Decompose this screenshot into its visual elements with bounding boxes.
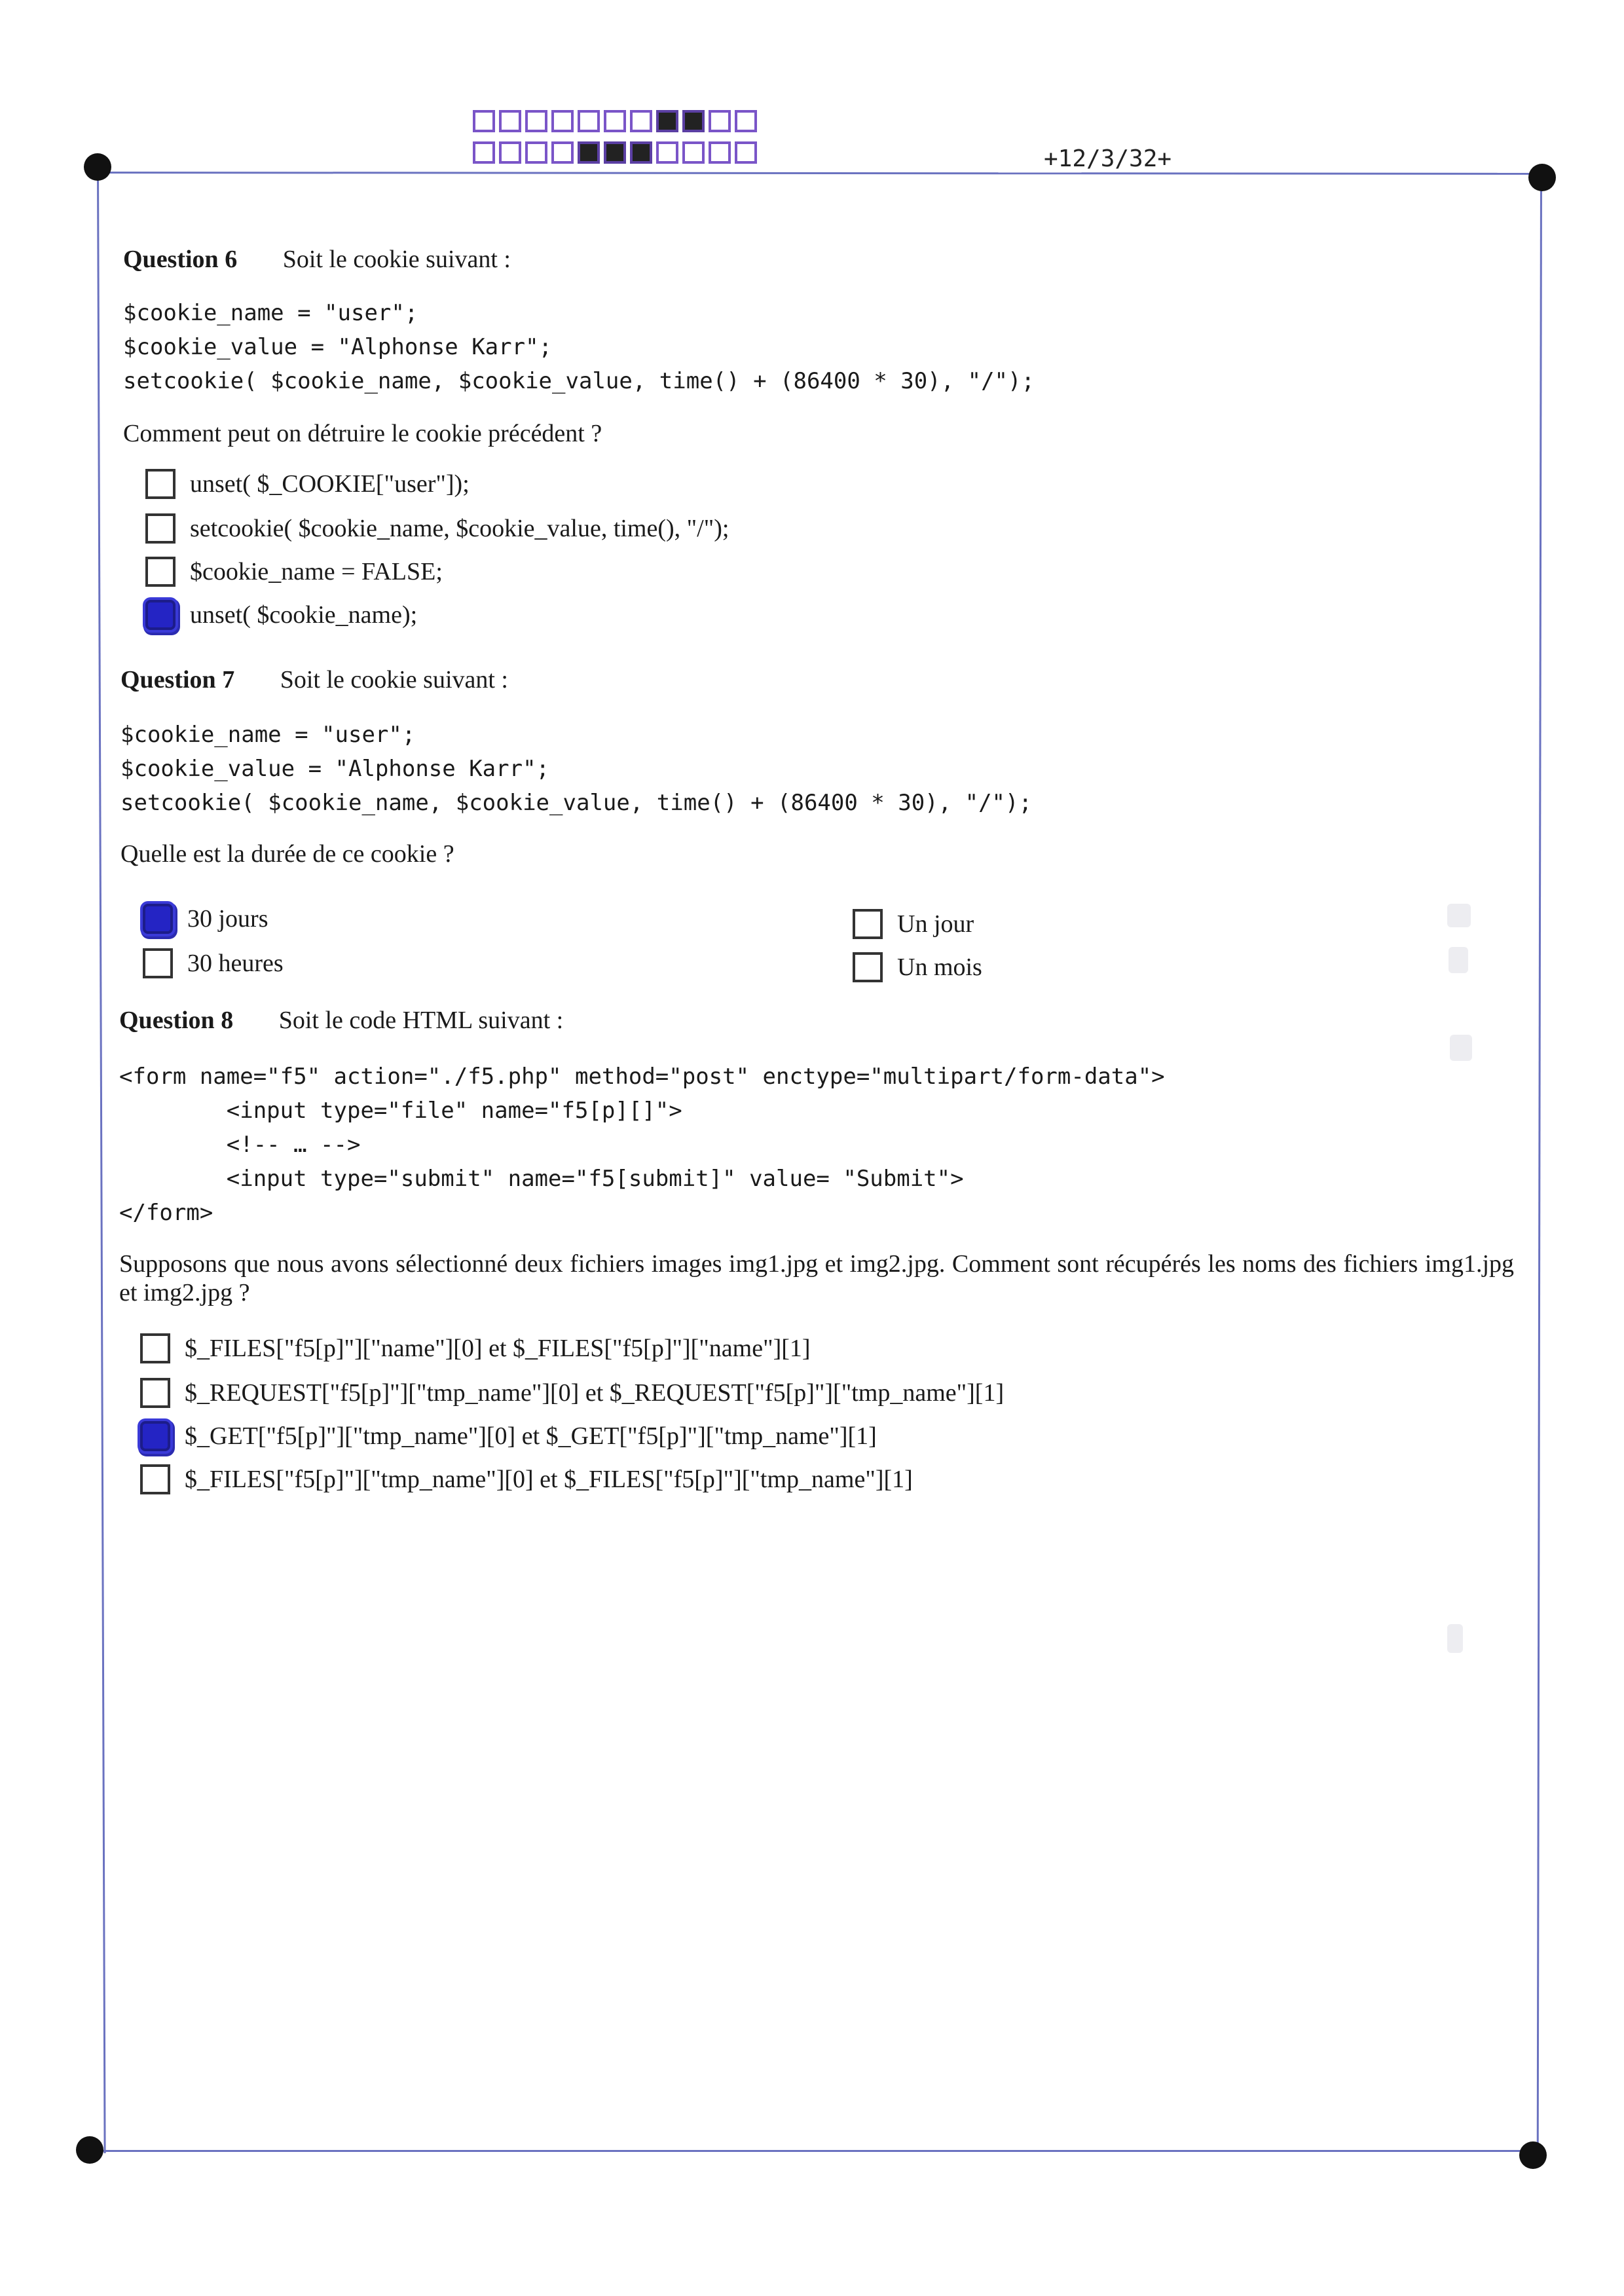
question-intro: Soit le cookie suivant :: [282, 246, 511, 273]
id-cell-filled: [578, 141, 600, 164]
question-6-heading: [123, 245, 511, 274]
question-8-option-4[interactable]: [140, 1464, 913, 1494]
question-8-prompt: Supposons que nous avons sélectionné deux fichiers images img1.jpg et img2.jpg. Comment sont récupérés les noms des fichiers img1.jpg et img2.jpg ?: [119, 1250, 1514, 1306]
id-cell-filled: [682, 110, 705, 132]
answer-checkbox[interactable]: [140, 1464, 170, 1494]
id-cell: [473, 110, 495, 132]
question-7-option-3[interactable]: [853, 909, 974, 939]
question-7-prompt: Quelle est la durée de ce cookie ?: [120, 840, 454, 868]
question-7-option-2[interactable]: [143, 948, 284, 978]
id-cell: [682, 141, 705, 164]
question-8-option-2[interactable]: [140, 1378, 1004, 1408]
answer-checkbox[interactable]: [145, 513, 175, 544]
option-label: Un jour: [897, 910, 974, 938]
option-label: unset( $cookie_name);: [190, 601, 418, 629]
answer-checkbox[interactable]: [143, 948, 173, 978]
id-cell: [551, 110, 574, 132]
answer-checkbox[interactable]: [140, 1333, 170, 1363]
id-cell: [551, 141, 574, 164]
question-6-option-4[interactable]: [145, 600, 417, 630]
option-label: $cookie_name = FALSE;: [190, 558, 443, 585]
answer-checkbox-checked[interactable]: [145, 600, 175, 630]
frame-left: [97, 169, 106, 2153]
question-number: Question 7: [120, 666, 235, 694]
question-intro: Soit le cookie suivant :: [280, 666, 508, 694]
scan-smudge: [1449, 947, 1468, 973]
id-cell: [525, 110, 547, 132]
id-cell-filled: [604, 141, 626, 164]
question-8-code: <form name="f5" action="./f5.php" method="post" enctype="multipart/form-data"> <input type="file" name="f5[p][]"> <!-- … --> <input type="submit" name="f5[submit]" value= "Submit"> </form>: [119, 1064, 1165, 1226]
scan-smudge: [1447, 904, 1471, 927]
option-label: $_FILES["f5[p]"]["name"][0] et $_FILES["f5[p]"]["name"][1]: [185, 1335, 811, 1362]
answer-checkbox[interactable]: [853, 952, 883, 982]
frame-bottom: [90, 2150, 1532, 2152]
id-cell: [525, 141, 547, 164]
option-label: Un mois: [897, 954, 982, 981]
question-6-code: $cookie_name = "user"; $cookie_value = "Alphonse Karr"; setcookie( $cookie_name, $cookie_value, time() + (86400 * 30), "/");: [123, 300, 1035, 394]
id-cell: [499, 141, 521, 164]
corner-mark-bottom-left: [76, 2136, 103, 2164]
scan-smudge: [1447, 1624, 1463, 1653]
id-cell: [735, 110, 757, 132]
frame-right: [1537, 177, 1542, 2155]
question-6-option-2[interactable]: [145, 513, 729, 544]
answer-checkbox[interactable]: [145, 557, 175, 587]
id-cell: [735, 141, 757, 164]
id-cell: [578, 110, 600, 132]
question-6-option-1[interactable]: [145, 469, 470, 499]
sheet-code: +12/3/32+: [1044, 145, 1172, 172]
id-cell-filled: [630, 141, 652, 164]
question-8-heading: [119, 1006, 563, 1035]
answer-checkbox[interactable]: [140, 1378, 170, 1408]
id-cell: [709, 141, 731, 164]
question-6-prompt: Comment peut on détruire le cookie précédent ?: [123, 420, 602, 447]
frame-top: [98, 172, 1538, 175]
question-intro: Soit le code HTML suivant :: [278, 1007, 564, 1034]
corner-mark-top-right: [1528, 164, 1556, 191]
question-7-code: $cookie_name = "user"; $cookie_value = "Alphonse Karr"; setcookie( $cookie_name, $cookie_value, time() + (86400 * 30), "/");: [120, 722, 1032, 816]
option-label: $_REQUEST["f5[p]"]["tmp_name"][0] et $_REQUEST["f5[p]"]["tmp_name"][1]: [185, 1379, 1005, 1407]
option-label: 30 jours: [187, 905, 268, 933]
id-cell: [656, 141, 678, 164]
option-label: unset( $_COOKIE["user"]);: [190, 470, 470, 498]
id-cell: [630, 110, 652, 132]
id-cell: [709, 110, 731, 132]
question-number: Question 8: [119, 1007, 234, 1034]
question-number: Question 6: [123, 246, 238, 273]
question-7-option-1[interactable]: [143, 904, 268, 934]
answer-checkbox[interactable]: [853, 909, 883, 939]
id-cell: [604, 110, 626, 132]
answer-checkbox-checked[interactable]: [143, 904, 173, 934]
option-label: 30 heures: [187, 950, 284, 977]
corner-mark-top-left: [84, 153, 111, 181]
scan-smudge: [1450, 1035, 1472, 1061]
option-label: $_FILES["f5[p]"]["tmp_name"][0] et $_FILES["f5[p]"]["tmp_name"][1]: [185, 1466, 913, 1493]
question-6-option-3[interactable]: [145, 557, 443, 587]
question-8-option-1[interactable]: [140, 1333, 811, 1363]
corner-mark-bottom-right: [1519, 2141, 1547, 2169]
answer-checkbox-checked[interactable]: [140, 1421, 170, 1451]
id-cell-filled: [656, 110, 678, 132]
question-7-option-4[interactable]: [853, 952, 982, 982]
id-grid-row-2: [473, 141, 761, 164]
option-label: setcookie( $cookie_name, $cookie_value, time(), "/");: [190, 515, 729, 542]
question-8-option-3[interactable]: [140, 1421, 877, 1451]
answer-checkbox[interactable]: [145, 469, 175, 499]
id-cell: [499, 110, 521, 132]
id-cell: [473, 141, 495, 164]
option-label: $_GET["f5[p]"]["tmp_name"][0] et $_GET["f5[p]"]["tmp_name"][1]: [185, 1422, 877, 1450]
id-grid-row-1: [473, 110, 761, 132]
question-7-heading: [120, 665, 508, 694]
